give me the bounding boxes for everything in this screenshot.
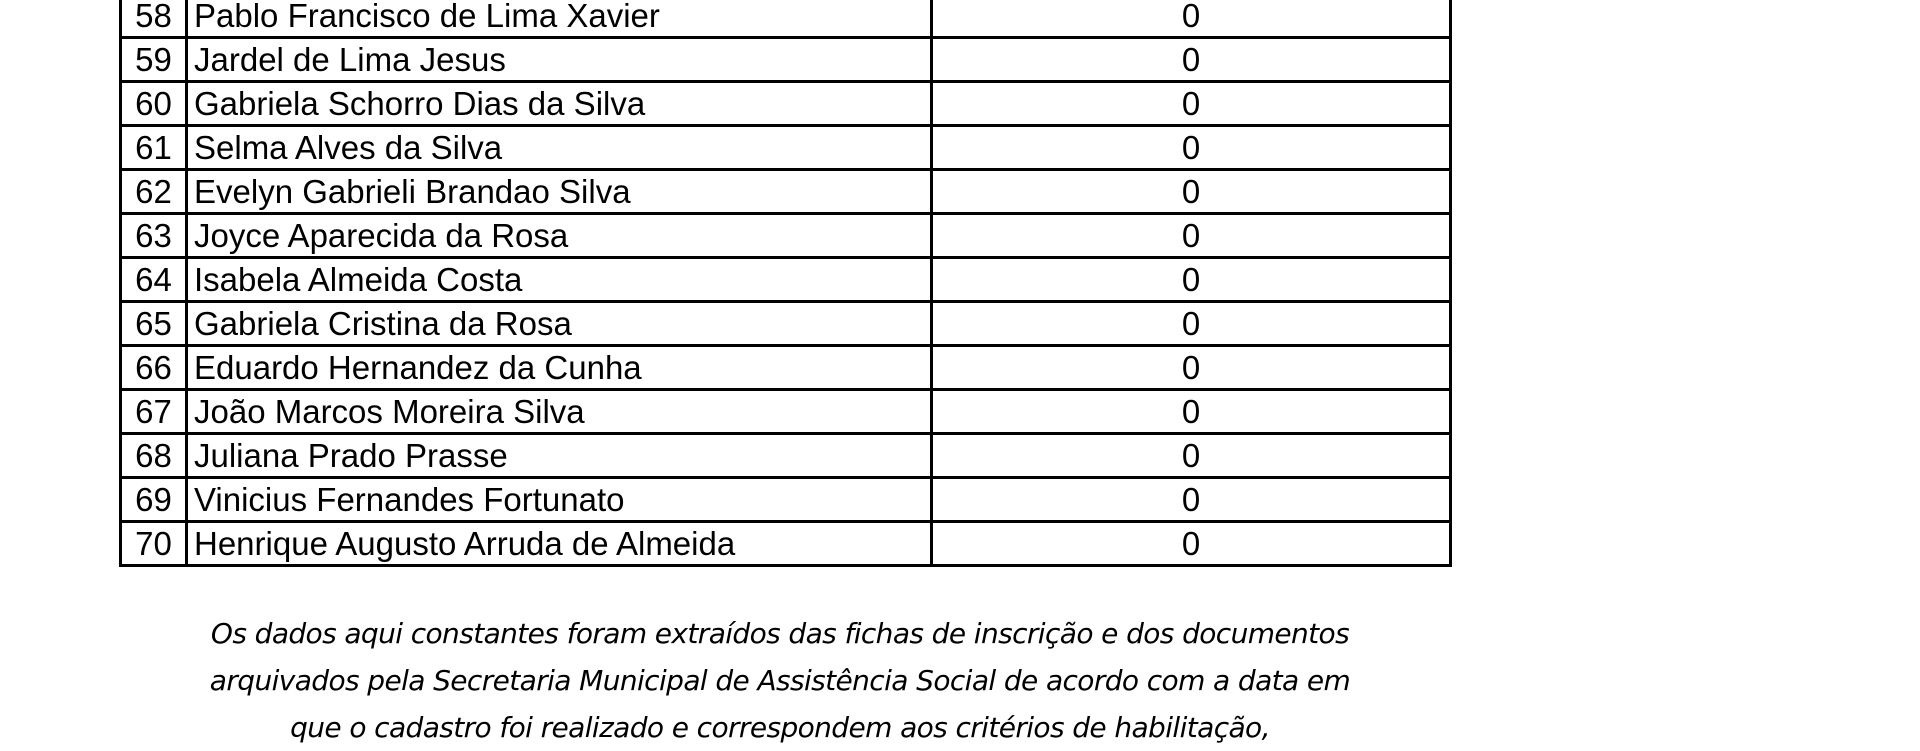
candidate-name: Vinicius Fernandes Fortunato [187,478,932,522]
candidate-name: Evelyn Gabrieli Brandao Silva [187,170,932,214]
candidate-score: 0 [932,302,1451,346]
table-row [121,302,1451,346]
candidate-score: 0 [932,170,1451,214]
row-number: 69 [121,478,187,522]
footnote-line: arquivados pela Secretaria Municipal de Assistência Social de acordo com a data em [209,664,1351,697]
table-row [121,214,1451,258]
candidate-name: João Marcos Moreira Silva [187,390,932,434]
footnote-line: que o cadastro foi realizado e correspondem aos critérios de habilitação, [290,711,1270,744]
candidate-score: 0 [932,478,1451,522]
row-number: 63 [121,214,187,258]
candidate-name: Jardel de Lima Jesus [187,38,932,82]
row-number: 61 [121,126,187,170]
candidate-score: 0 [932,0,1451,38]
candidate-score: 0 [932,258,1451,302]
table-row [121,170,1451,214]
candidate-score: 0 [932,214,1451,258]
candidate-score: 0 [932,390,1451,434]
candidates-table [119,0,1452,567]
candidate-name: Selma Alves da Silva [187,126,932,170]
table-row [121,38,1451,82]
table-row [121,126,1451,170]
candidate-score: 0 [932,522,1451,566]
row-number: 59 [121,38,187,82]
table-row [121,478,1451,522]
candidate-name: Eduardo Hernandez da Cunha [187,346,932,390]
candidate-name: Gabriela Schorro Dias da Silva [187,82,932,126]
row-number: 66 [121,346,187,390]
row-number: 70 [121,522,187,566]
candidate-score: 0 [932,82,1451,126]
row-number: 60 [121,82,187,126]
footnote-line: Os dados aqui constantes foram extraídos das fichas de inscrição e dos documentos [210,617,1350,650]
table-row [121,82,1451,126]
row-number: 67 [121,390,187,434]
table-row [121,390,1451,434]
table-row [121,522,1451,566]
candidate-name: Joyce Aparecida da Rosa [187,214,932,258]
row-number: 68 [121,434,187,478]
table-row [121,0,1451,38]
candidate-score: 0 [932,126,1451,170]
candidate-name: Henrique Augusto Arruda de Almeida [187,522,932,566]
candidate-score: 0 [932,434,1451,478]
row-number: 65 [121,302,187,346]
candidate-score: 0 [932,346,1451,390]
table-row [121,434,1451,478]
row-number: 62 [121,170,187,214]
table-row [121,258,1451,302]
row-number: 64 [121,258,187,302]
candidate-name: Gabriela Cristina da Rosa [187,302,932,346]
candidate-name: Juliana Prado Prasse [187,434,932,478]
candidate-name: Isabela Almeida Costa [187,258,932,302]
footnote [119,610,1441,751]
candidate-score: 0 [932,38,1451,82]
candidate-name: Pablo Francisco de Lima Xavier [187,0,932,38]
row-number: 58 [121,0,187,38]
table-row [121,346,1451,390]
